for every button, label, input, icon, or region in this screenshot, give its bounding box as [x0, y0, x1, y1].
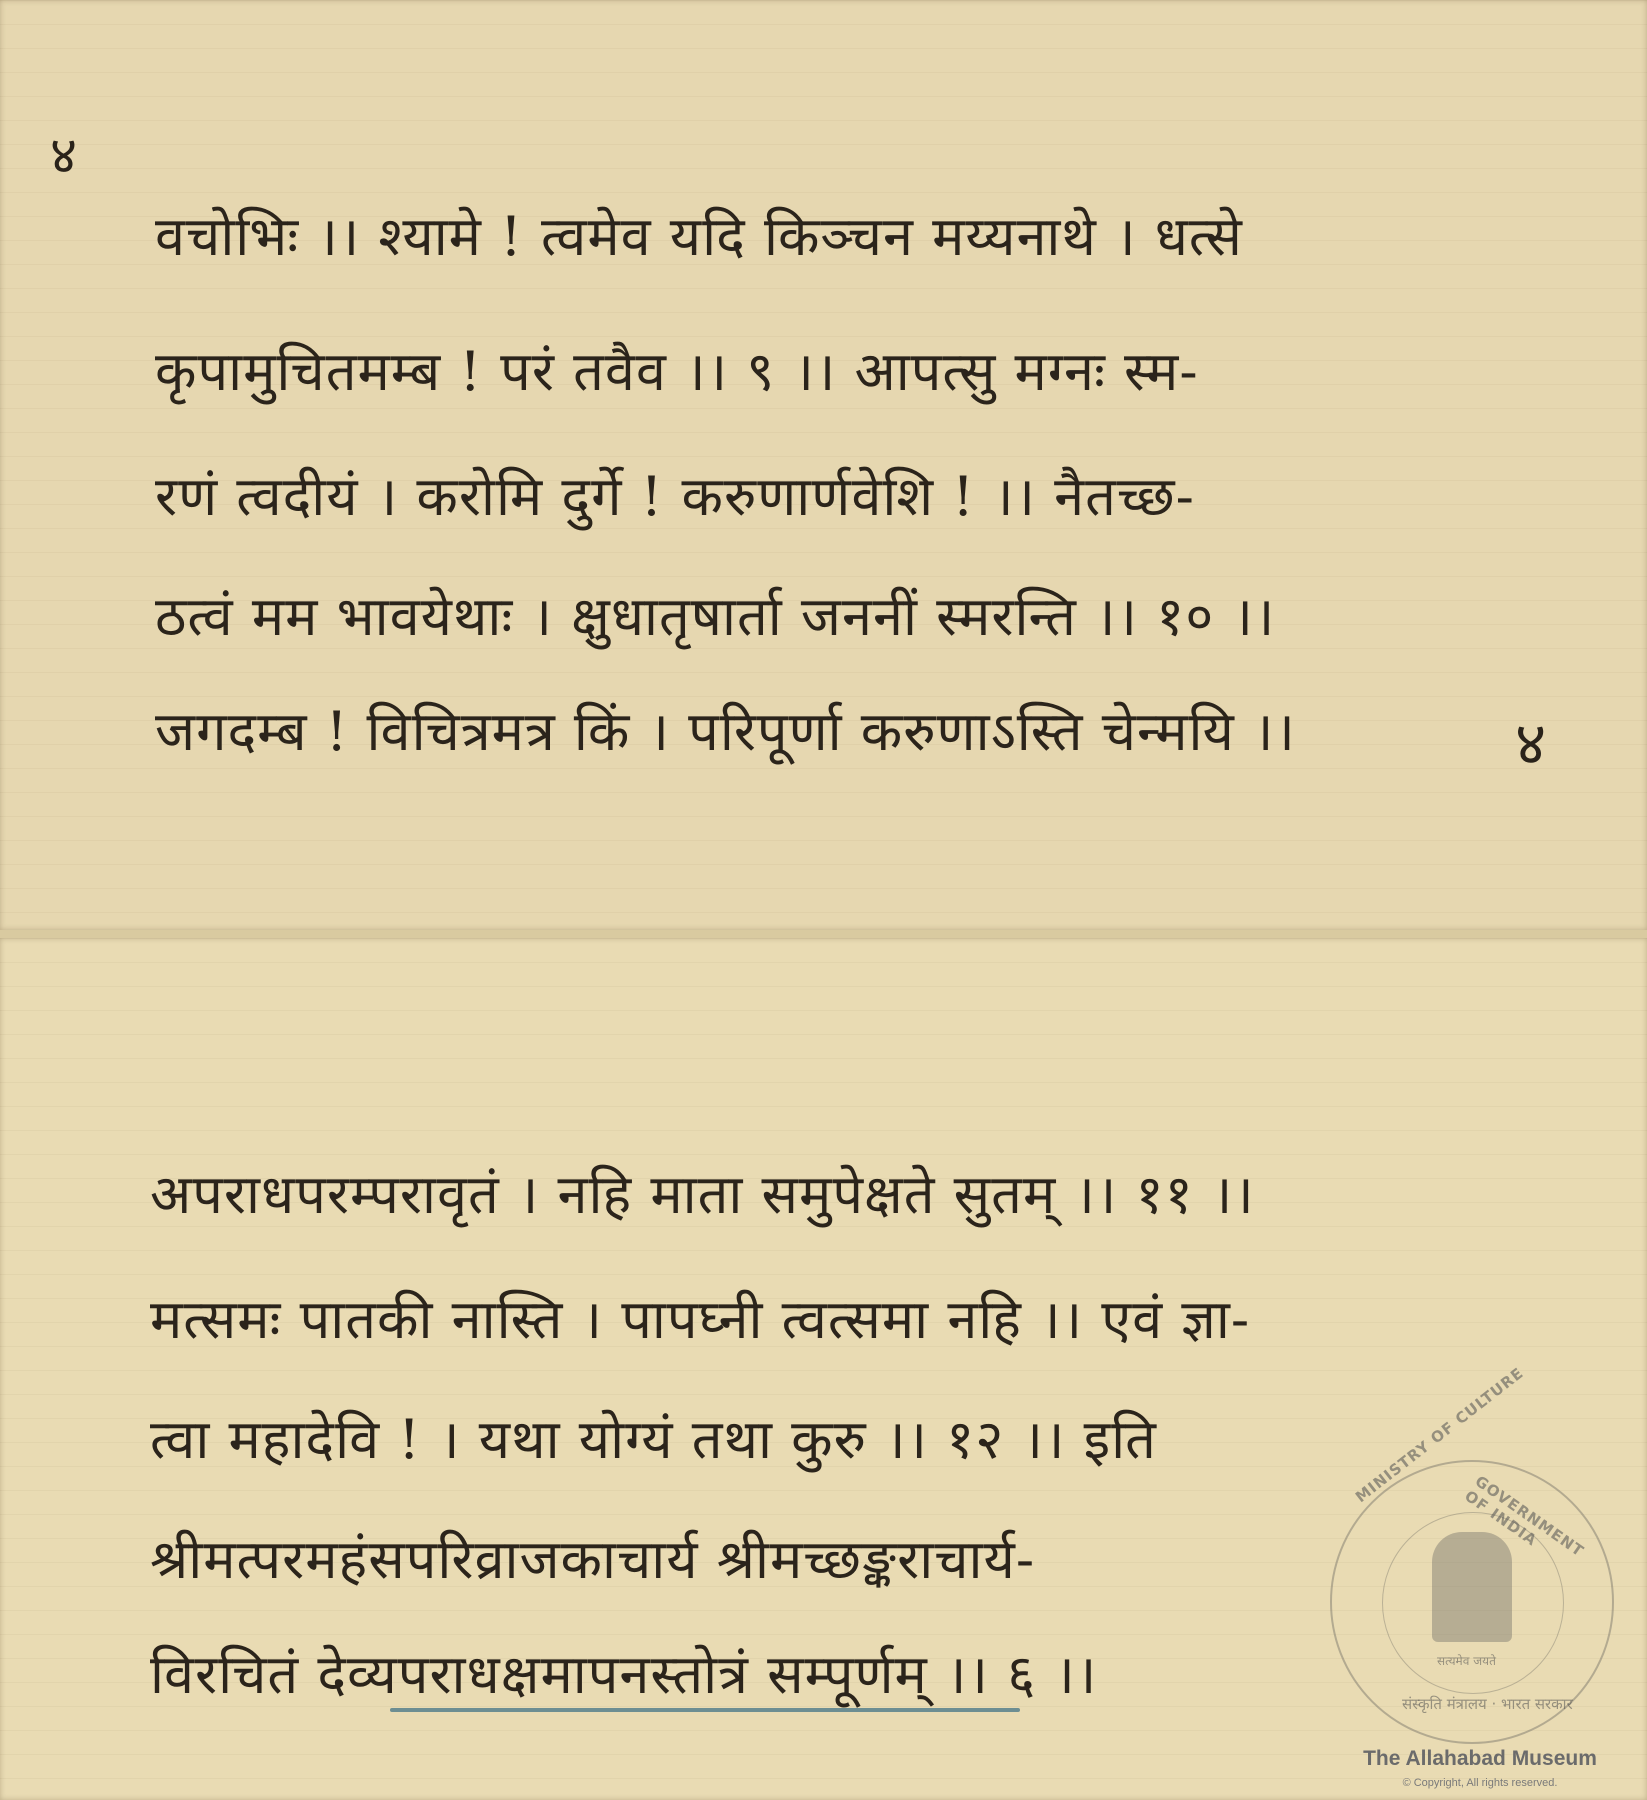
manuscript-line: कृपामुचितमम्ब ! परं तवैव ।। ९ ।। आपत्सु मग्नः स्म- — [155, 340, 1199, 403]
manuscript-line: विरचितं देव्यपराधक्षमापनस्तोत्रं सम्पूर्णम् ।। ६ ।। — [150, 1643, 1098, 1706]
seal-arc-right: GOVERNMENT OF INDIA — [1461, 1472, 1588, 1561]
manuscript-line: मत्समः पातकी नास्ति । पापघ्नी त्वत्समा नहि ।। एवं ज्ञा- — [150, 1288, 1251, 1351]
government-seal — [1330, 1363, 1614, 1744]
seal-arc-left: MINISTRY OF CULTURE — [1352, 1363, 1528, 1507]
blue-underline-mark — [390, 1708, 1020, 1712]
manuscript-line: रणं त्वदीयं । करोमि दुर्गे ! करुणार्णवेशि ! ।। नैतच्छ- — [155, 465, 1195, 528]
museum-watermark: The Allahabad Museum — [1363, 1747, 1597, 1770]
folio-seam — [0, 930, 1647, 938]
manuscript-line: त्वा महादेवि ! । यथा योग्यं तथा कुरु ।। १२ ।। इति — [150, 1408, 1157, 1471]
manuscript-line: अपराधपरम्परावृतं । नहि माता समुपेक्षते सुतम् ।। ११ ।। — [150, 1163, 1255, 1226]
seal-motto: सत्यमेव जयते — [1437, 1654, 1496, 1668]
seal-bottom-text: संस्कृति मंत्रालय · भारत सरकार — [1402, 1695, 1573, 1713]
page-number-right: ४ — [1515, 709, 1547, 779]
page-number-left: ४ — [50, 126, 78, 186]
manuscript-line: वचोभिः ।। श्यामे ! त्वमेव यदि किञ्चन मय्यनाथे । धत्से — [155, 205, 1243, 268]
manuscript-line: ठत्वं मम भावयेथाः । क्षुधातृषार्ता जननीं स्मरन्ति ।। १० ।। — [155, 585, 1276, 648]
manuscript-line: जगदम्ब ! विचित्रमत्र किं । परिपूर्णा करुणाऽस्ति चेन्मयि ।। — [155, 700, 1296, 763]
copyright-notice: © Copyright, All rights reserved. — [1402, 1777, 1558, 1789]
lion-capital-emblem-icon — [1432, 1532, 1512, 1642]
manuscript-line: श्रीमत्परमहंसपरिव्राजकाचार्य श्रीमच्छङ्कराचार्य- — [150, 1528, 1036, 1591]
